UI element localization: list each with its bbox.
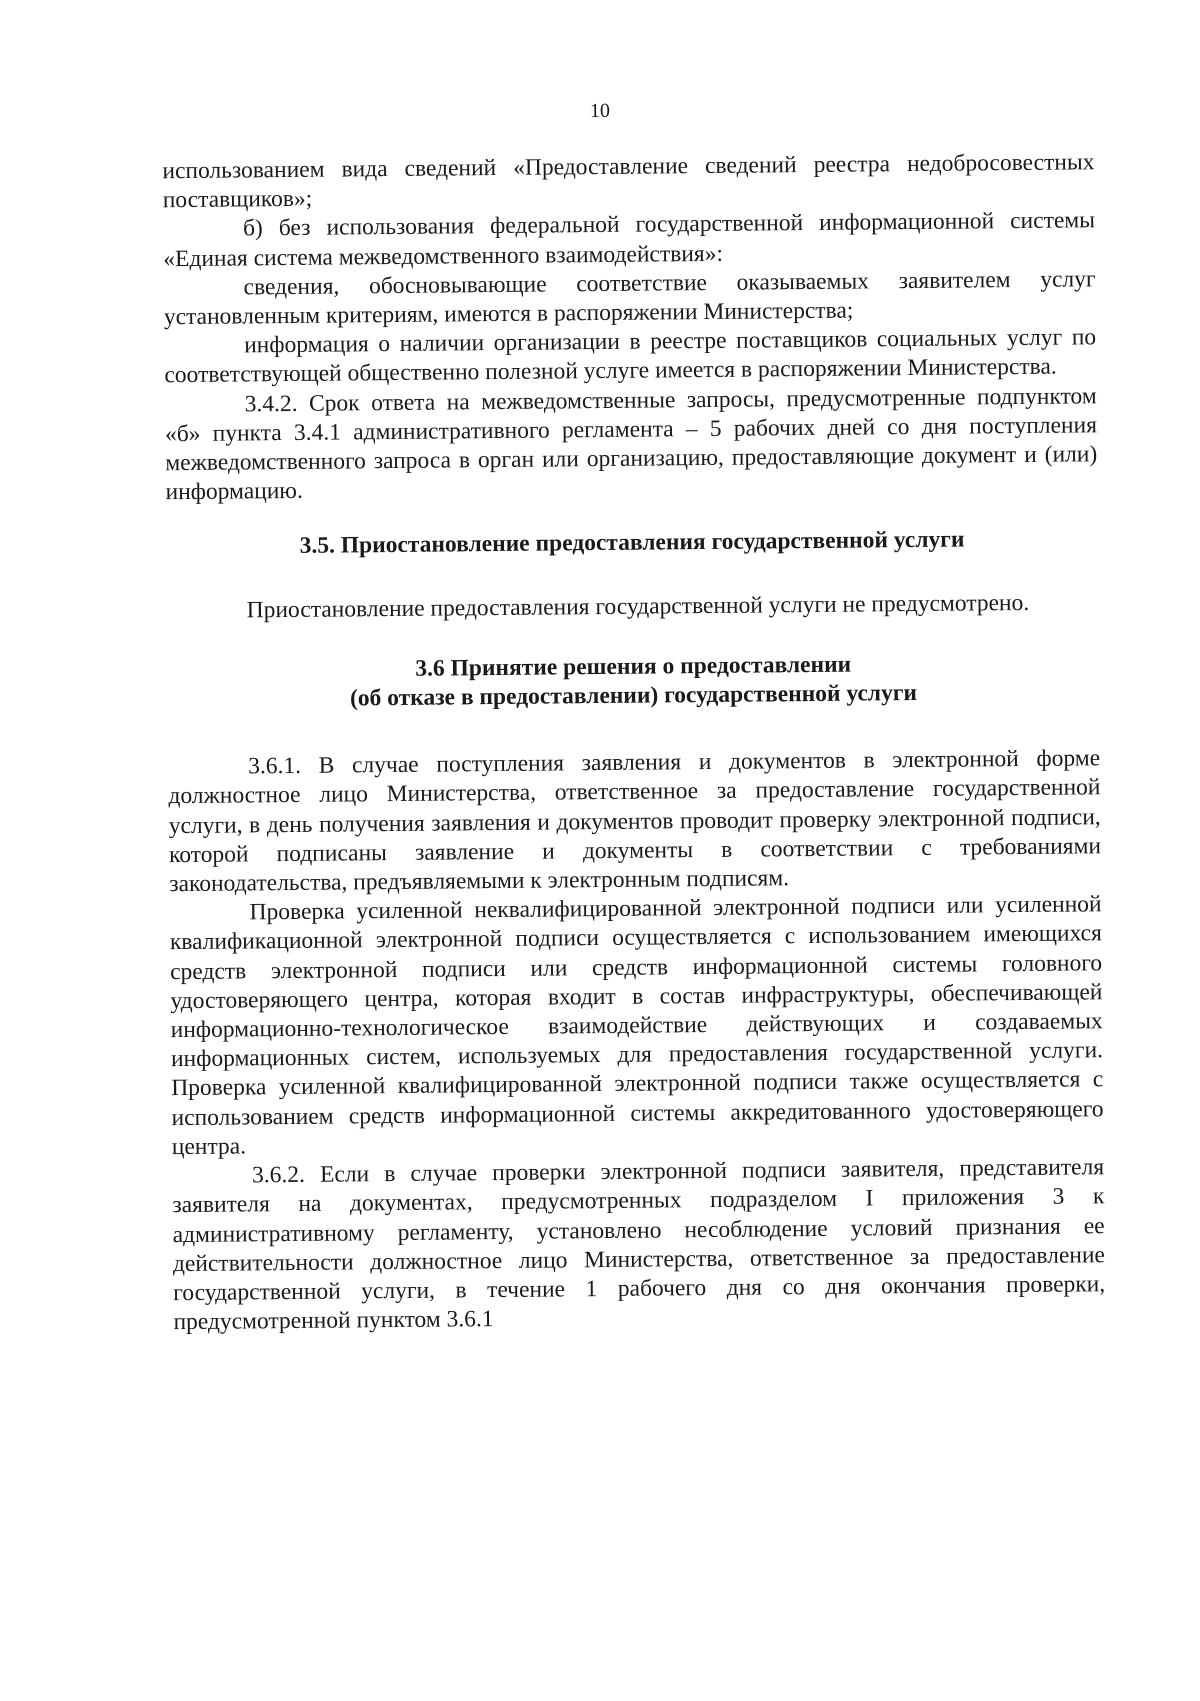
paragraph: Приостановление предоставления государственной услуги не предусмотрено. [246, 589, 1030, 624]
section-heading-3-6 [167, 648, 1100, 715]
paragraph: 3.6.1. В случае поступления заявления и документов в электронной форме должностное лицо Министерства, ответственное за предоставление государственной услуги, в день получения заявления и документов проводит проверку электронной подписи, которой подписаны заявление и документы в соответствии с требованиями законодательства, предъявляемыми к электронным подписям. [168, 745, 1102, 898]
page-number: 10 [589, 99, 611, 123]
paragraph: 3.6.2. Если в случае проверки электронной подписи заявителя, представителя заявителя на документах, предусмотренных подразделом I приложения 3 к административному регламенту, установлено несоблюдение условий признания ее действительности должностное лицо Министерства, ответственное за предоставление государственной услуги, в течение 1 рабочего дня со дня окончания проверки, предусмотренной пунктом 3.6.1 [172, 1154, 1106, 1336]
section-heading-line: (об отказе в предоставлении) государственной услуги [349, 680, 918, 712]
section-heading-line: 3.6 Принятие решения о предоставлении [415, 651, 852, 682]
section-heading-3-5: 3.5. Приостановление предоставления государственной услуги [299, 526, 965, 560]
paragraph: информация о наличии организации в реестре поставщиков социальных услуг по соответствующей общественно полезной услуге имеется в распоряжении Министерства. [164, 324, 1097, 389]
paragraph: использованием вида сведений «Предоставление сведений реестра недобросовестных поставщиков»; [162, 149, 1095, 214]
paragraph: Проверка усиленной неквалифицированной электронной подписи или усиленной квалификационной электронной подписи осуществляется с использованием имеющихся средств электронной подписи или средств информационной системы головного удостоверяющего центра, которая входит в состав инфраструктуры, обеспечивающей информационно-технологическое взаимодействие действующих и создаваемых информационных систем, используемых для предоставления государственной услуги. Проверка усиленной квалифицированной электронной подписи также осуществляется с использованием средств информационной системы аккредитованного удостоверяющего центра. [169, 891, 1104, 1161]
paragraph: б) без использования федеральной государственной информационной системы «Единая система межведомственного взаимодействия»: [163, 207, 1096, 272]
paragraph: сведения, обосновывающие соответствие оказываемых заявителем услуг установленным критериям, имеются в распоряжении Министерства; [163, 266, 1096, 331]
paragraph: 3.4.2. Срок ответа на межведомственные запросы, предусмотренные подпунктом «б» пункта 3.4.1 административного регламента – 5 рабочих дней со дня поступления межведомственного запроса в орган или организацию, предоставляющие документ и (или) информацию. [164, 382, 1098, 506]
document-body [162, 148, 1105, 1337]
